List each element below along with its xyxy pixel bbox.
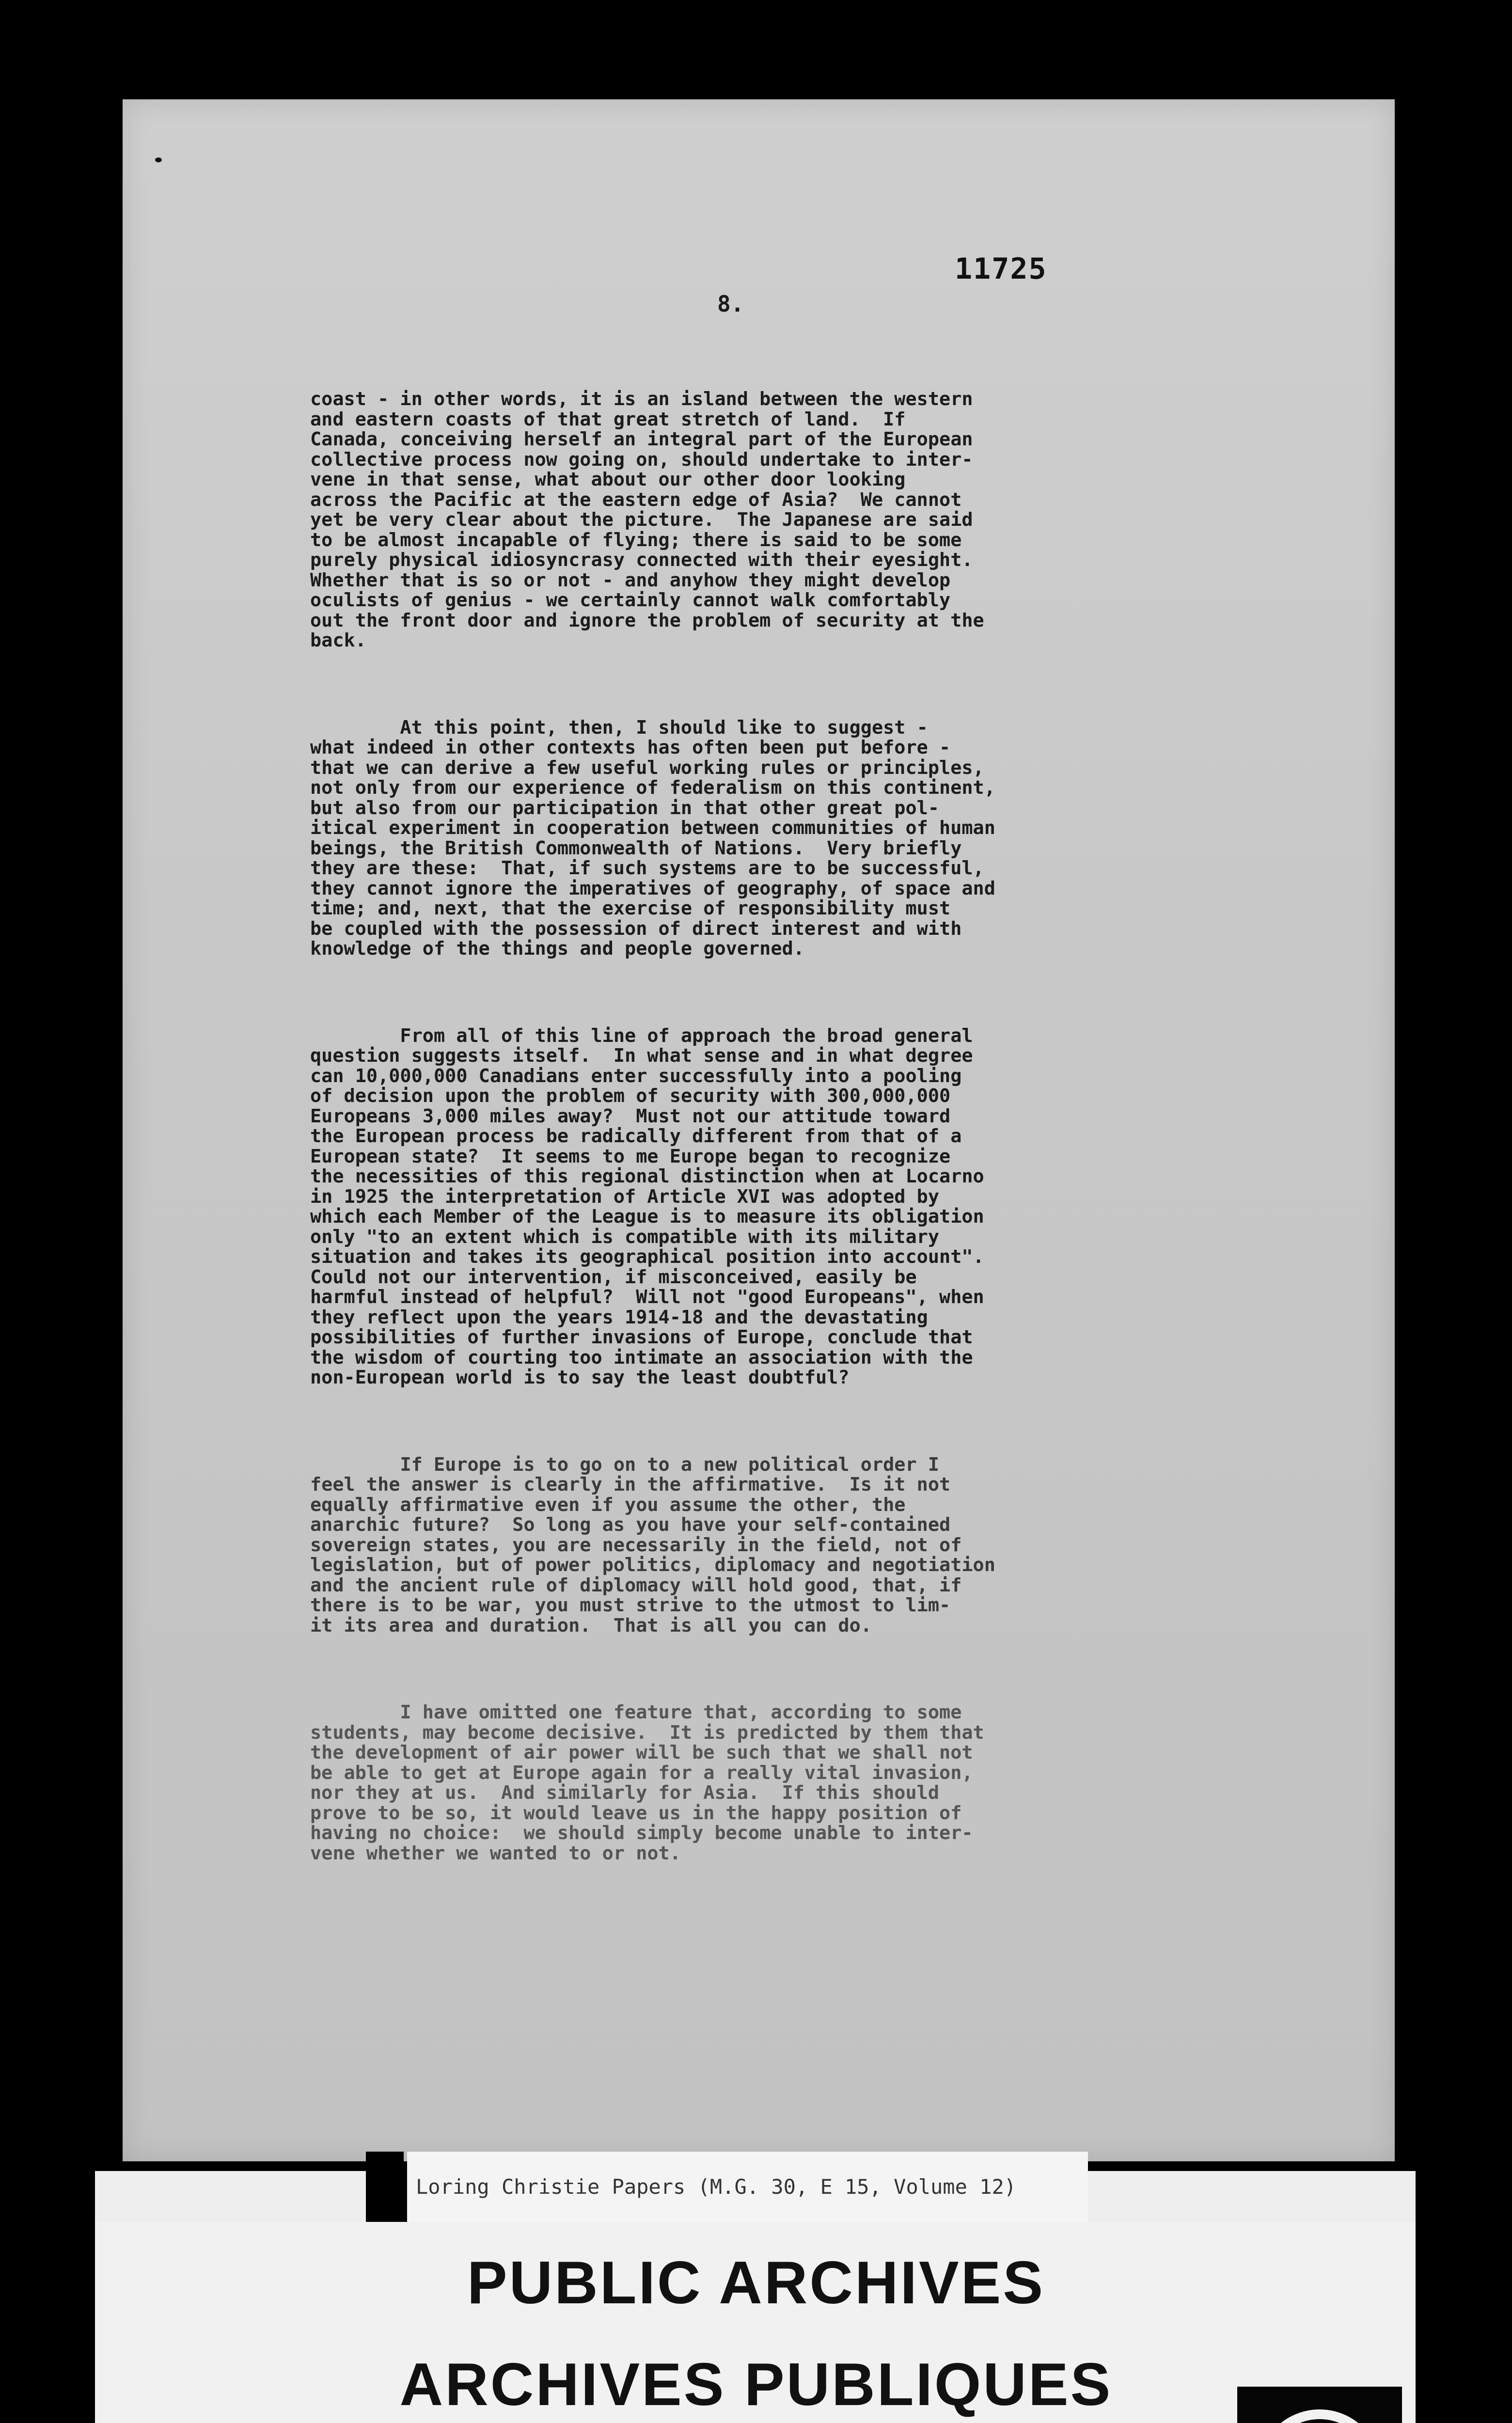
typed-line: knowledge of the things and people governed.: [310, 938, 804, 960]
typed-line: Whether that is so or not - and anyhow they might develop: [310, 569, 951, 591]
typed-line: be coupled with the possession of direct interest and with: [310, 917, 962, 940]
typed-line: question suggests itself. In what sense and in what degree: [310, 1045, 973, 1067]
typed-line: out the front door and ignore the problem of security at the: [310, 609, 984, 631]
page-number: 8.: [717, 291, 744, 317]
typed-line: non-European world is to say the least doubtful?: [310, 1367, 850, 1388]
card-top-strip-left: [95, 2171, 366, 2224]
typed-line: there is to be war, you must strive to the utmost to lim-: [310, 1594, 951, 1616]
typed-line: anarchic future? So long as you have your self-contained: [310, 1514, 951, 1536]
typed-line: the development of air power will be such that we shall not: [310, 1742, 973, 1763]
typed-line: and eastern coasts of that great stretch of land. If: [310, 408, 906, 430]
typed-line: and the ancient rule of diplomacy will hold good, that, if: [310, 1574, 962, 1596]
card-top-strip-right: [1088, 2171, 1416, 2224]
typed-line: vene in that sense, what about our other door looking: [310, 469, 906, 490]
paragraph-1: [310, 389, 1212, 651]
typed-line: At this point, then, I should like to suggest -: [310, 716, 928, 739]
typed-line: Could not our intervention, if misconceived, easily be: [310, 1266, 917, 1288]
typed-line: prove to be so, it would leave us in the happy position of: [310, 1802, 962, 1824]
typed-line: oculists of genius - we certainly cannot walk comfortably: [310, 589, 951, 611]
typed-line: situation and takes its geographical position into account".: [310, 1246, 984, 1268]
typed-line: not only from our experience of federalism on this continent,: [310, 777, 995, 799]
typed-line: which each Member of the League is to measure its obligation: [310, 1206, 984, 1227]
archives-monogram-icon: [1237, 2387, 1402, 2423]
typed-line: vene whether we wanted to or not.: [310, 1842, 681, 1864]
black-tab: [366, 2152, 404, 2224]
typed-line: If Europe is to go on to a new political order I: [310, 1453, 940, 1476]
typed-line: across the Pacific at the eastern edge of Asia? We cannot: [310, 488, 962, 511]
typed-line: only "to an extent which is compatible with its military: [310, 1226, 940, 1248]
typed-line: to be almost incapable of flying; there is said to be some: [310, 529, 962, 551]
typed-line: Canada, conceiving herself an integral part of the European: [310, 428, 973, 450]
typed-line: Europeans 3,000 miles away? Must not our attitude toward: [310, 1105, 951, 1127]
typed-line: it its area and duration. That is all you can do.: [310, 1614, 872, 1636]
archive-title-french: ARCHIVES PUBLIQUES: [399, 2351, 1113, 2418]
typed-line: sovereign states, you are necessarily in the field, not of: [310, 1534, 962, 1556]
typed-line: harmful instead of helpful? Will not "good Europeans", when: [310, 1286, 984, 1308]
typed-line: back.: [310, 629, 366, 651]
typed-line: they cannot ignore the imperatives of geography, of space and: [310, 877, 995, 899]
archive-number: 11725: [955, 252, 1047, 286]
paragraph-5: [310, 1702, 1212, 1863]
label-slip: [407, 2152, 1088, 2223]
typed-line: coast - in other words, it is an island between the western: [310, 388, 973, 410]
typed-line: I have omitted one feature that, according to some: [310, 1701, 962, 1723]
typed-line: equally affirmative even if you assume the other, the: [310, 1494, 906, 1516]
label-slip-text: Loring Christie Papers (M.G. 30, E 15, Volume 12): [416, 2175, 1017, 2199]
typed-line: nor they at us. And similarly for Asia. If this should: [310, 1782, 940, 1804]
typed-line: having no choice: we should simply become unable to inter-: [310, 1822, 973, 1844]
paragraph-4: [310, 1455, 1212, 1636]
paragraph-2: [310, 718, 1212, 959]
typed-line: the European process be radically different from that of a: [310, 1125, 962, 1147]
typed-line: but also from our participation in that other great pol-: [310, 797, 940, 819]
typed-line: collective process now going on, should undertake to inter-: [310, 448, 973, 471]
typed-line: be able to get at Europe again for a really vital invasion,: [310, 1762, 973, 1784]
typed-body: [310, 349, 1212, 1910]
typed-line: beings, the British Commonwealth of Nations. Very briefly: [310, 837, 962, 859]
archive-title-english: PUBLIC ARCHIVES: [467, 2250, 1045, 2316]
typed-line: the wisdom of courting too intimate an association with the: [310, 1346, 973, 1369]
typed-line: that we can derive a few useful working rules or principles,: [310, 756, 984, 779]
typed-line: From all of this line of approach the broad general: [310, 1024, 973, 1047]
typed-line: European state? It seems to me Europe began to recognize: [310, 1145, 951, 1167]
typed-line: feel the answer is clearly in the affirmative. Is it not: [310, 1474, 951, 1495]
typed-line: purely physical idiosyncrasy connected with their eyesight.: [310, 549, 973, 571]
typed-line: itical experiment in cooperation between communities of human: [310, 817, 995, 839]
typed-line: of decision upon the problem of security with 300,000,000: [310, 1085, 951, 1107]
typed-line: time; and, next, that the exercise of responsibility must: [310, 897, 951, 919]
typed-line: the necessities of this regional distinction when at Locarno: [310, 1165, 984, 1187]
typed-line: can 10,000,000 Canadians enter successfully into a pooling: [310, 1065, 962, 1087]
typed-line: in 1925 the interpretation of Article XVI was adopted by: [310, 1185, 940, 1208]
typed-line: what indeed in other contexts has often been put before -: [310, 737, 951, 758]
paragraph-3: [310, 1026, 1212, 1388]
typed-line: legislation, but of power politics, diplomacy and negotiation: [310, 1554, 995, 1576]
ink-speck: [155, 157, 162, 162]
typed-line: possibilities of further invasions of Europe, conclude that: [310, 1326, 973, 1348]
typed-line: they are these: That, if such systems are to be successful,: [310, 857, 984, 879]
typed-line: yet be very clear about the picture. The Japanese are said: [310, 509, 973, 531]
typed-line: students, may become decisive. It is predicted by them that: [310, 1721, 984, 1744]
typed-line: they reflect upon the years 1914-18 and the devastating: [310, 1306, 928, 1328]
